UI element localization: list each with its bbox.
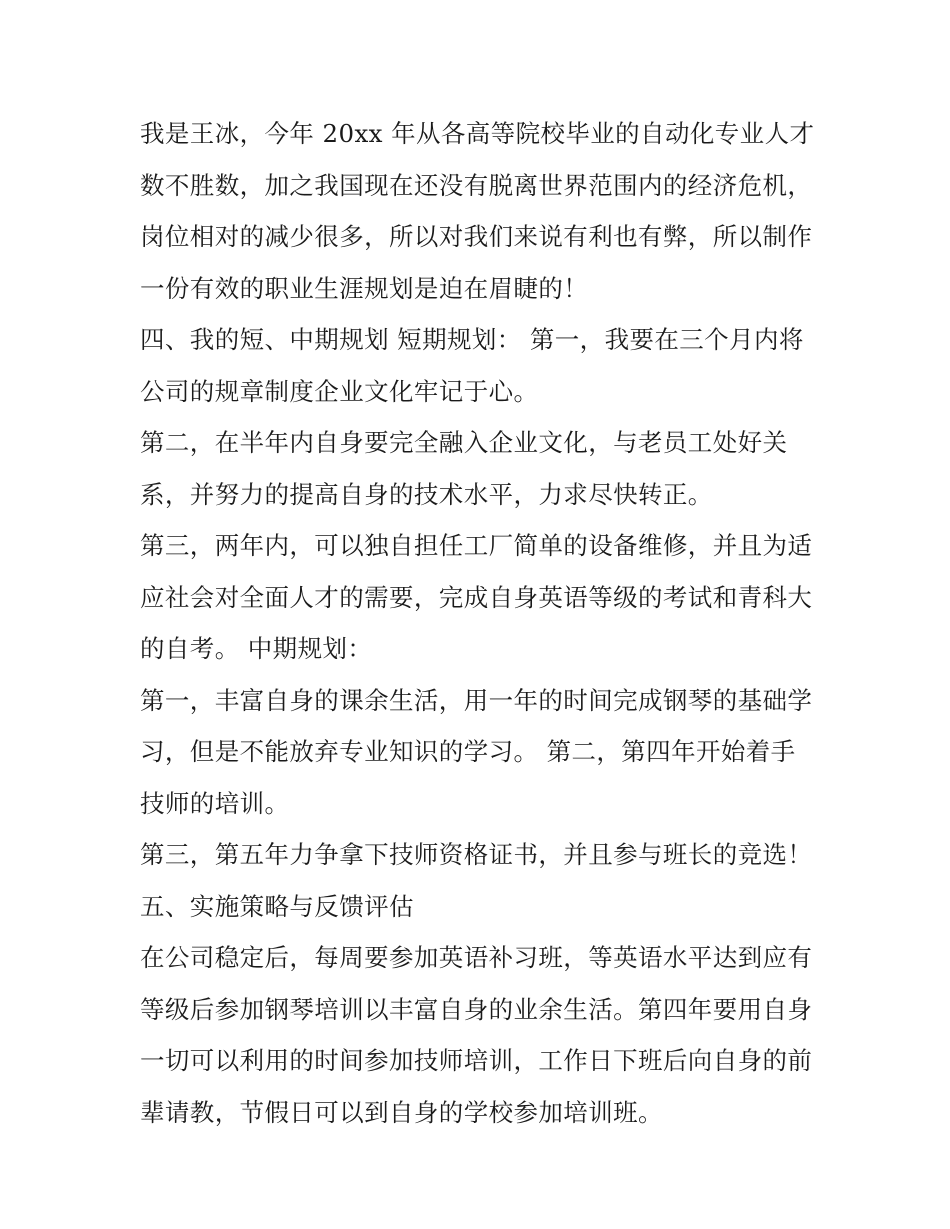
text-line: 第二，在半年内自身要完全融入企业文化，与老员工处好关 [140, 428, 788, 457]
text-line: 岗位相对的减少很多，所以对我们来说有利也有弊，所以制作 [140, 222, 813, 251]
text-line: 第三，两年内，可以独自担任工厂简单的设备维修，并且为适 [140, 531, 813, 560]
body-text [140, 108, 820, 1138]
text-line: 一份有效的职业生涯规划是迫在眉睫的！ [140, 273, 589, 303]
text-line: 数不胜数，加之我国现在还没有脱离世界范围内的经济危机， [140, 170, 813, 200]
text-line: 的自考。 中期规划： [140, 634, 373, 663]
text-line: 等级后参加钢琴培训以丰富自身的业余生活。第四年要用自身 [140, 994, 813, 1024]
section-heading-short-mid-term-plan: 四、我的短、中期规划 短期规划： 第一，我要在三个月内将 [140, 325, 804, 354]
text-line: 一切可以利用的时间参加技师培训，工作日下班后向自身的前 [140, 1046, 813, 1075]
text-line: 第三，第五年力争拿下技师资格证书，并且参与班长的竞选！ [140, 840, 813, 869]
text-line: 技师的培训。 [140, 788, 290, 818]
text-line: 我是王冰，今年 20xx 年从各高等院校毕业的自动化专业人才 [140, 119, 815, 148]
text-line: 第一，丰富自身的课余生活，用一年的时间完成钢琴的基础学 [140, 685, 813, 715]
text-line: 公司的规章制度企业文化牢记于心。 [140, 376, 539, 406]
text-line: 习，但是不能放弃专业知识的学习。 第二，第四年开始着手 [140, 737, 796, 766]
text-line: 应社会对全面人才的需要，完成自身英语等级的考试和青科大 [140, 582, 813, 612]
section-heading-strategy-feedback: 五、实施策略与反馈评估 [140, 891, 414, 921]
text-line: 在公司稳定后，每周要参加英语补习班，等英语水平达到应有 [140, 943, 813, 972]
text-line: 辈请教，节假日可以到自身的学校参加培训班。 [140, 1097, 663, 1127]
text-line: 系，并努力的提高自身的技术水平，力求尽快转正。 [140, 479, 713, 509]
